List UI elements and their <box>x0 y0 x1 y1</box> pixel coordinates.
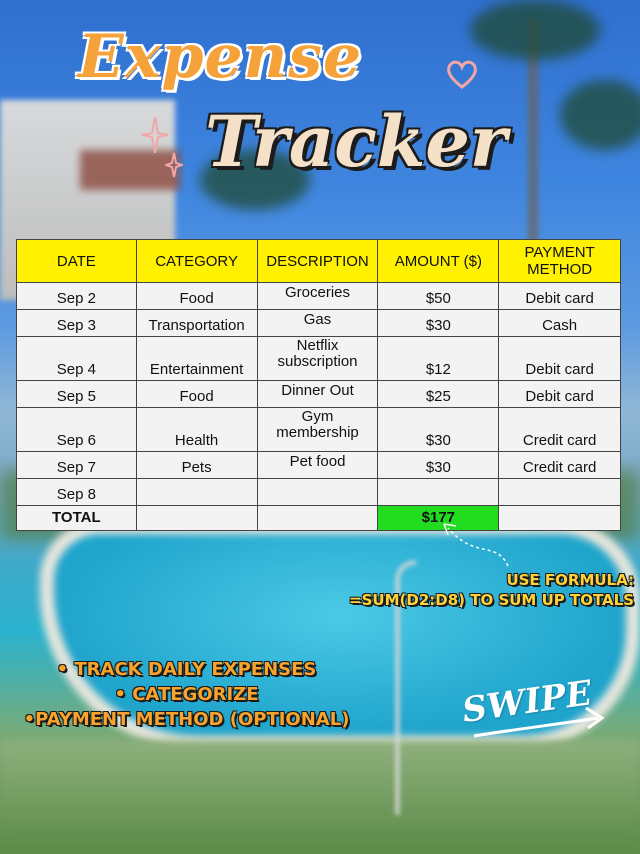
column-header-date: DATE <box>17 240 137 283</box>
column-header-payment-method: PAYMENT METHOD <box>499 240 621 283</box>
cell-payment-method <box>499 479 621 506</box>
table-header-row <box>17 240 621 283</box>
table-row <box>17 479 621 506</box>
background-lawn <box>0 740 640 854</box>
cell-description: Pet food <box>257 452 378 479</box>
cell-date: Sep 5 <box>17 381 137 408</box>
formula-tip-line2: =SUM(D2:D8) TO SUM UP TOTALS <box>349 591 634 609</box>
cell-payment-method: Credit card <box>499 408 621 452</box>
cell-date: Sep 6 <box>17 408 137 452</box>
list-item: • TRACK DAILY EXPENSES <box>56 659 317 680</box>
cell-date: Sep 7 <box>17 452 137 479</box>
cell-description <box>257 479 378 506</box>
cell-category: Transportation <box>136 310 257 337</box>
cell-date: Sep 8 <box>17 479 137 506</box>
table-row <box>17 283 621 310</box>
cell-category: Food <box>136 283 257 310</box>
expense-table <box>16 239 621 531</box>
total-label: TOTAL <box>17 506 137 531</box>
column-header-description: DESCRIPTION <box>257 240 378 283</box>
cell-description: Groceries <box>257 283 378 310</box>
cell-empty <box>499 506 621 531</box>
table-row <box>17 452 621 479</box>
table-row <box>17 381 621 408</box>
table-row <box>17 337 621 381</box>
list-item: •PAYMENT METHOD (OPTIONAL) <box>23 709 350 730</box>
cell-amount: $30 <box>378 452 499 479</box>
cell-amount: $30 <box>378 408 499 452</box>
table-total-row <box>17 506 621 531</box>
cell-date: Sep 4 <box>17 337 137 381</box>
list-item: • CATEGORIZE <box>114 684 259 705</box>
formula-tip-line1: USE FORMULA: <box>506 571 634 589</box>
cell-amount: $12 <box>378 337 499 381</box>
title-tracker: Tracker <box>205 100 507 183</box>
table-row <box>17 310 621 337</box>
feature-list <box>14 657 359 732</box>
cell-description: Dinner Out <box>257 381 378 408</box>
table-row <box>17 408 621 452</box>
swipe-arrow-icon <box>470 700 610 750</box>
cell-category: Health <box>136 408 257 452</box>
title-expense: Expense <box>78 22 363 92</box>
cell-description: Gas <box>257 310 378 337</box>
cell-category: Pets <box>136 452 257 479</box>
cell-empty <box>257 506 378 531</box>
background-palm <box>560 80 640 150</box>
formula-tip <box>349 570 634 610</box>
cell-payment-method: Credit card <box>499 452 621 479</box>
swipe-label: SWIPE <box>459 673 595 731</box>
cell-amount: $25 <box>378 381 499 408</box>
sparkle-icon <box>140 115 170 155</box>
column-header-category: CATEGORY <box>136 240 257 283</box>
heart-icon <box>444 56 480 92</box>
cell-description: Gym membership <box>257 408 378 452</box>
cell-amount: $50 <box>378 283 499 310</box>
column-header-amount: AMOUNT ($) <box>378 240 499 283</box>
cell-category: Food <box>136 381 257 408</box>
total-amount: $177 <box>378 506 499 531</box>
cell-payment-method: Cash <box>499 310 621 337</box>
sparkle-icon <box>165 152 183 178</box>
cell-category: Entertainment <box>136 337 257 381</box>
cell-empty <box>136 506 257 531</box>
cell-amount: $30 <box>378 310 499 337</box>
dotted-arrow-icon <box>436 520 516 570</box>
cell-date: Sep 2 <box>17 283 137 310</box>
cell-category <box>136 479 257 506</box>
cell-payment-method: Debit card <box>499 337 621 381</box>
cell-date: Sep 3 <box>17 310 137 337</box>
cell-description: Netflix subscription <box>257 337 378 381</box>
cell-amount <box>378 479 499 506</box>
cell-payment-method: Debit card <box>499 283 621 310</box>
cell-payment-method: Debit card <box>499 381 621 408</box>
background-palm <box>470 0 600 60</box>
